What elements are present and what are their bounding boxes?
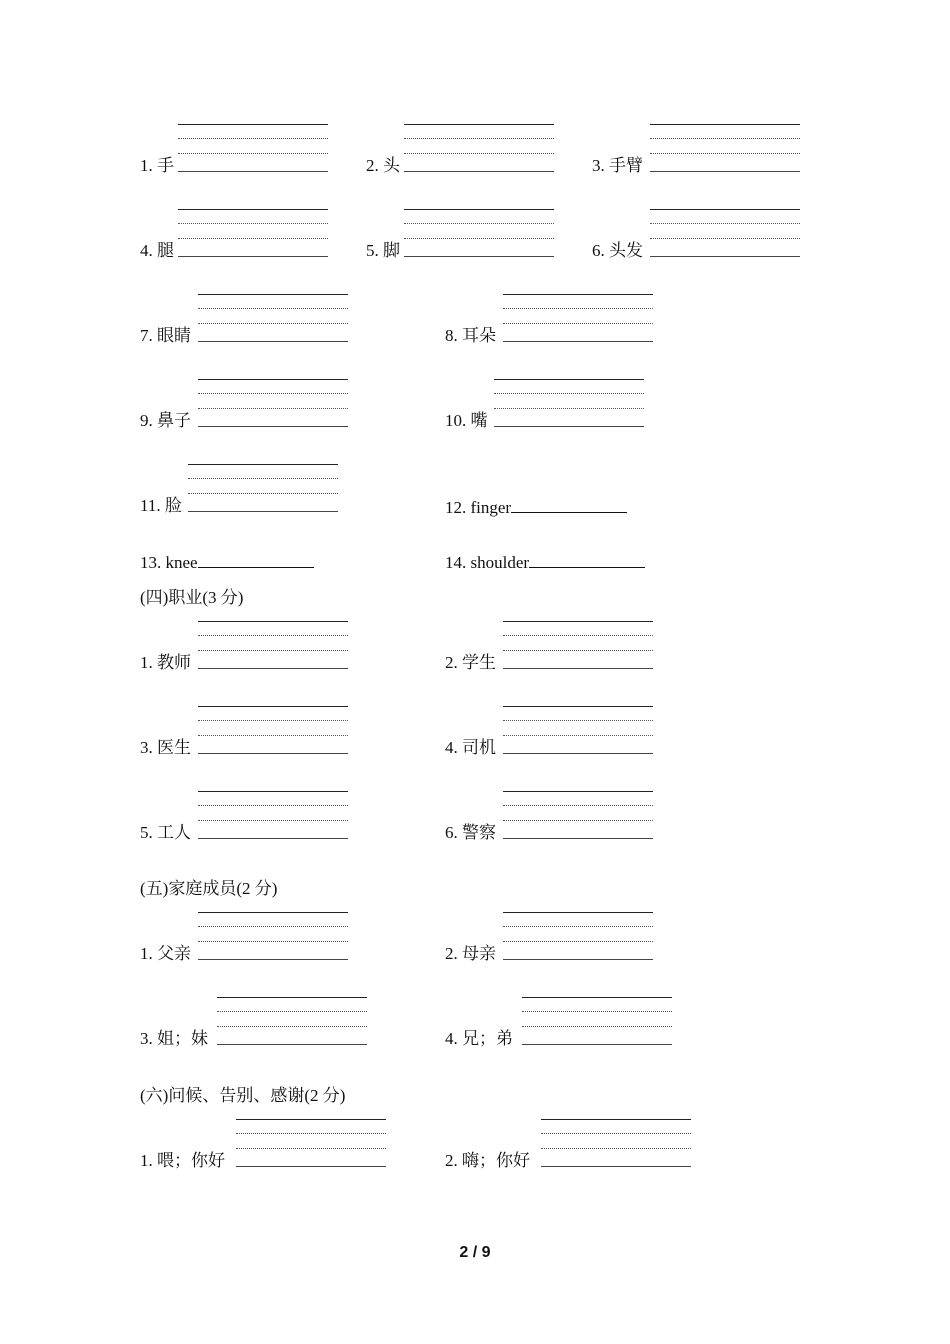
- four-line-writing-grid[interactable]: [198, 379, 348, 427]
- item-label: 14. shoulder: [445, 553, 530, 572]
- four-line-writing-grid[interactable]: [198, 294, 348, 342]
- four-line-writing-grid[interactable]: [404, 209, 554, 257]
- item-label: 12. finger: [445, 498, 512, 517]
- four-line-writing-grid[interactable]: [404, 124, 554, 172]
- four-line-writing-grid[interactable]: [198, 791, 348, 839]
- four-line-writing-grid[interactable]: [217, 997, 367, 1045]
- section-heading-jobs: (四)职业(3 分): [140, 588, 244, 607]
- item-label: 4. 腿: [140, 241, 174, 260]
- english-item: [140, 553, 314, 573]
- item-label: 3. 手臂: [592, 156, 643, 175]
- item-label: 5. 脚: [366, 241, 400, 260]
- four-line-writing-grid[interactable]: [650, 124, 800, 172]
- four-line-writing-grid[interactable]: [198, 706, 348, 754]
- item-label: 4. 兄；弟: [445, 1029, 513, 1048]
- four-line-writing-grid[interactable]: [503, 294, 653, 342]
- english-item: [445, 553, 645, 573]
- item-label: 6. 头发: [592, 241, 643, 260]
- answer-blank[interactable]: [511, 498, 627, 513]
- four-line-writing-grid[interactable]: [494, 379, 644, 427]
- item-label: 1. 喂；你好: [140, 1151, 225, 1170]
- item-label: 13. knee: [140, 553, 198, 572]
- answer-blank[interactable]: [529, 553, 645, 568]
- item-label: 6. 警察: [445, 823, 496, 842]
- item-label: 2. 母亲: [445, 944, 496, 963]
- four-line-writing-grid[interactable]: [503, 706, 653, 754]
- item-label: 9. 鼻子: [140, 411, 191, 430]
- item-label: 2. 嗨；你好: [445, 1151, 530, 1170]
- item-label: 7. 眼睛: [140, 326, 191, 345]
- four-line-writing-grid[interactable]: [236, 1119, 386, 1167]
- section-heading-family: (五)家庭成员(2 分): [140, 879, 278, 898]
- four-line-writing-grid[interactable]: [503, 621, 653, 669]
- answer-blank[interactable]: [198, 553, 314, 568]
- item-label: 1. 教师: [140, 653, 191, 672]
- section-heading-greetings: (六)问候、告别、感谢(2 分): [140, 1086, 346, 1105]
- four-line-writing-grid[interactable]: [198, 912, 348, 960]
- item-label: 1. 父亲: [140, 944, 191, 963]
- item-label: 3. 姐；妹: [140, 1029, 208, 1048]
- item-label: 8. 耳朵: [445, 326, 496, 345]
- four-line-writing-grid[interactable]: [503, 912, 653, 960]
- four-line-writing-grid[interactable]: [522, 997, 672, 1045]
- four-line-writing-grid[interactable]: [541, 1119, 691, 1167]
- four-line-writing-grid[interactable]: [198, 621, 348, 669]
- four-line-writing-grid[interactable]: [188, 464, 338, 512]
- four-line-writing-grid[interactable]: [650, 209, 800, 257]
- four-line-writing-grid[interactable]: [178, 124, 328, 172]
- item-label: 2. 学生: [445, 653, 496, 672]
- item-label: 1. 手: [140, 156, 174, 175]
- item-label: 11. 脸: [140, 496, 182, 515]
- english-item: [445, 498, 627, 518]
- item-label: 2. 头: [366, 156, 400, 175]
- page-number: 2 / 9: [459, 1244, 491, 1261]
- four-line-writing-grid[interactable]: [178, 209, 328, 257]
- four-line-writing-grid[interactable]: [503, 791, 653, 839]
- item-label: 5. 工人: [140, 823, 191, 842]
- item-label: 3. 医生: [140, 738, 191, 757]
- item-label: 10. 嘴: [445, 411, 488, 430]
- item-label: 4. 司机: [445, 738, 496, 757]
